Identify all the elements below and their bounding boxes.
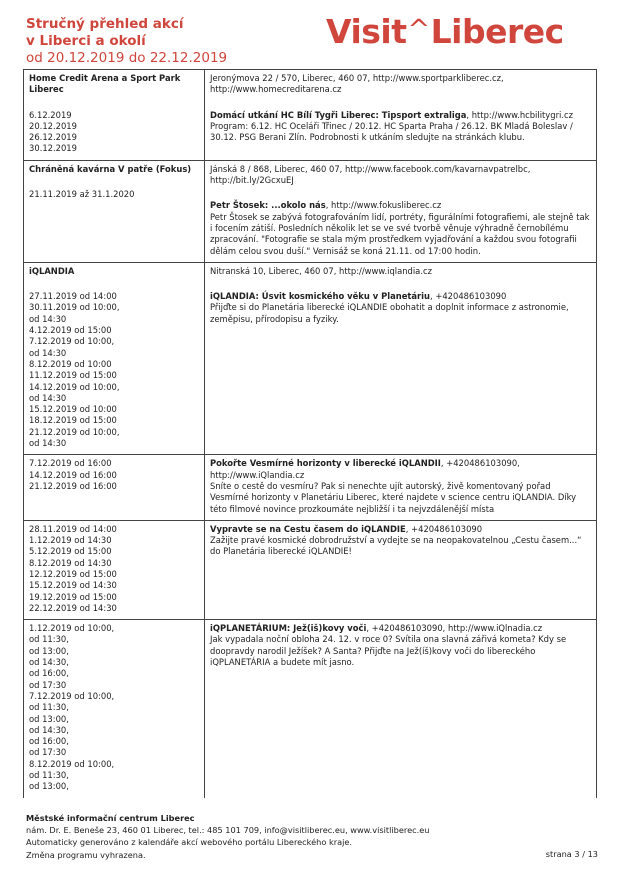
footer-org: Městské informační centrum Liberec [26,813,195,823]
event-link[interactable]: , +420486103090, http://www.iQlnadia.cz [366,623,543,634]
table-row [24,620,597,798]
date-range: od 20.12.2019 do 22.12.2019 [26,50,228,66]
venue-cell [24,455,205,520]
event-heading [210,200,591,211]
event-dates [29,291,199,449]
date-line: od 13:00, [29,781,69,792]
event-heading [210,291,591,302]
date-line: od 14:30 [29,392,67,403]
date-line: 7.12.2019 od 16:00 [29,458,112,469]
title-line-1: Stručný přehled akcí [26,16,184,32]
date-line: od 17:30 [29,679,67,690]
visit-liberec-logo [326,12,564,51]
date-line: od 11:30, [29,634,69,645]
event-link[interactable]: , +420486103090 [405,523,483,534]
event-heading [210,110,591,121]
event-link[interactable]: , +420486103090 [430,291,507,302]
date-line: 7.12.2019 od 10:00, [29,690,115,701]
logo-visit: Visit [326,12,407,51]
date-line: 5.12.2019 od 15:00 [29,546,112,557]
venue-name: Home Credit Arena a Sport Park Liberec [29,73,181,95]
event-dates [29,110,199,155]
date-line: od 17:30 [29,747,67,758]
document-title [26,16,184,50]
event-dates [29,524,199,614]
date-line: od 13:00, [29,645,69,656]
event-link[interactable]: , http://www.fokusliberec.cz [325,200,442,211]
date-line: 19.12.2019 od 15:00 [29,591,117,602]
page-number: strana 3 / 13 [545,849,598,859]
venue-address: Jeronýmova 22 / 570, Liberec, 460 07, http://www.sportparkliberec.cz, http://www.homecreditarena.cz [210,73,504,95]
date-line: od 14:30 [29,438,67,449]
date-line: 18.12.2019 od 15:00 [29,415,117,426]
event-cell [205,262,597,454]
table-row [24,160,597,262]
date-line: 30.11.2019 od 10:00, [29,302,120,313]
date-line: 8.12.2019 od 10:00, [29,758,115,769]
logo-caret: ^ [407,14,430,45]
event-dates [29,189,199,200]
date-line: od 14:30 [29,313,67,324]
footer-generated: Automaticky generováno z kalendáře akcí webového portálu Libereckého kraje. [26,837,353,848]
date-line: 12.12.2019 od 15:00 [29,568,117,579]
event-title: Pokořte Vesmírné horizonty v liberecké iQLANDII [210,458,441,469]
date-line: od 11:30, [29,770,69,781]
table-row [24,70,597,161]
page-footer [26,812,598,861]
event-link[interactable]: , http://www.hcbilitygri.cz [466,109,574,120]
date-line: 21.12.2019 od 16:00 [29,480,117,491]
event-cell [205,620,597,798]
date-line: od 11:30, [29,702,69,713]
date-line: 27.11.2019 od 14:00 [29,291,117,302]
event-heading [210,623,591,634]
event-cell [205,520,597,619]
event-cell [205,455,597,520]
event-description: Zažijte pravé kosmické dobrodružství a vydejte se na neopakovatelnou „Cestu časem...“ do Planetária liberecké iQLANDIE! [210,535,582,557]
table-row [24,520,597,619]
date-line: od 13:00, [29,713,69,724]
table-row [24,455,597,520]
date-line: 28.11.2019 od 14:00 [29,523,117,534]
date-line: 26.12.2019 [29,132,77,143]
date-line: 6.12.2019 [29,109,72,120]
venue-name: iQLANDIA [29,265,75,276]
date-line: od 16:00, [29,736,69,747]
date-line: 21.12.2019 od 10:00, [29,426,120,437]
date-line: 30.12.2019 [29,143,77,154]
venue-cell [24,160,205,262]
event-title: iQPLANETÁRIUM: Jež(iš)kovy voči [210,623,367,634]
event-description: Přijďte si do Planetária liberecké iQLANDIE obohatit a doplnit informace z astronomie, zeměpisu, přírodopisu a fyziky. [210,302,569,324]
date-line: od 14:30, [29,657,69,668]
event-title: Vypravte se na Cestu časem do iQLANDIE [210,523,406,534]
venue-address: Nitranská 10, Liberec, 460 07, http://www.iqlandia.cz [210,265,432,276]
event-dates [29,458,199,492]
event-description: Petr Štosek se zabývá fotografováním lidí, portréty, figurálními fotografiemi, ale stejně tak i focením zátiší. Posledních několik let se ve své tvorbě věnuje výhradně černobílému zpracování. "Fotografie se stala mým prostředkem vyjadřování a každou svou fotografii dělám celou svou duší." Vernisáž se koná 21.11. od 17:00 hodin. [210,211,590,256]
date-line: 7.12.2019 od 10:00, [29,336,115,347]
venue-name: Chráněná kavárna V patře (Fokus) [29,163,192,174]
date-line: 8.12.2019 od 14:30 [29,557,112,568]
date-line: 1.12.2019 od 10:00, [29,623,115,634]
title-line-2: v Liberci a okolí [26,33,146,49]
date-line: 14.12.2019 od 16:00 [29,469,117,480]
date-line: 15.12.2019 od 14:30 [29,580,117,591]
event-title: Petr Štosek: ...okolo nás [210,200,326,211]
date-line: 14.12.2019 od 10:00, [29,381,120,392]
logo-liberec: Liberec [430,12,564,51]
date-line: 22.12.2019 od 14:30 [29,602,117,613]
venue-cell [24,520,205,619]
events-table [23,69,597,798]
event-description: Program: 6.12. HC Oceláři Třinec / 20.12. HC Sparta Praha / 26.12. BK Mladá Boleslav / 30.12. PSG Berani Zlín. Podrobnosti k utkáním sledujte na stránkách klubu. [210,120,573,143]
date-line: 21.11.2019 až 31.1.2020 [29,189,135,200]
venue-cell [24,620,205,798]
event-cell [205,160,597,262]
date-line: 15.12.2019 od 10:00 [29,404,117,415]
event-dates [29,623,199,792]
venue-cell [24,70,205,161]
venue-cell [24,262,205,454]
event-heading [210,524,591,535]
venue-address: Jánská 8 / 868, Liberec, 460 07, http://www.facebook.com/kavarnavpatrelbc, http://bit.ly/2GcxuEJ [210,163,531,186]
event-title: iQLANDIA: Úsvit kosmického věku v Planetáriu [210,291,431,302]
event-description: Sníte o cestě do vesmíru? Pak si nenechte ujít autorský, živě komentovaný pořad Vesmírné horizonty v Planetáriu Liberec, které najdete v science centru iQLANDIA. Díky této filmové novince prozkoumáte nejbližší i ta nejvzdálenější místa [210,480,577,514]
event-heading [210,458,591,481]
event-description: Jak vypadala noční obloha 24. 12. v roce 0? Svítila ona slavná zářivá kometa? Kdy se doopravdy narodil Ježíšek? A Santa? Přijďte na Jež(íš)kovy voči do libereckého iQPLANETÁRIA a budete mít jasno. [210,634,567,668]
date-line: 8.12.2019 od 10:00 [29,358,112,369]
date-line: 4.12.2019 od 15:00 [29,325,112,336]
date-line: od 14:30 [29,347,67,358]
footer-note: Změna programu vyhrazena. [26,849,146,860]
event-title: Domácí utkání HC Bílí Tygři Liberec: Tipsport extraliga [210,109,467,120]
table-row [24,262,597,454]
date-line: od 14:30, [29,724,69,735]
date-line: 1.12.2019 od 14:30 [29,535,112,546]
event-cell [205,70,597,161]
event-link[interactable]: , +420486103090, http://www.iQlandia.cz [210,458,520,480]
footer-address: nám. Dr. E. Beneše 23, 460 01 Liberec, tel.: 485 101 709, info@visitliberec.eu, www.visitliberec.eu [26,825,430,836]
date-line: 11.12.2019 od 15:00 [29,370,117,381]
date-line: od 16:00, [29,668,69,679]
date-line: 20.12.2019 [29,120,77,131]
